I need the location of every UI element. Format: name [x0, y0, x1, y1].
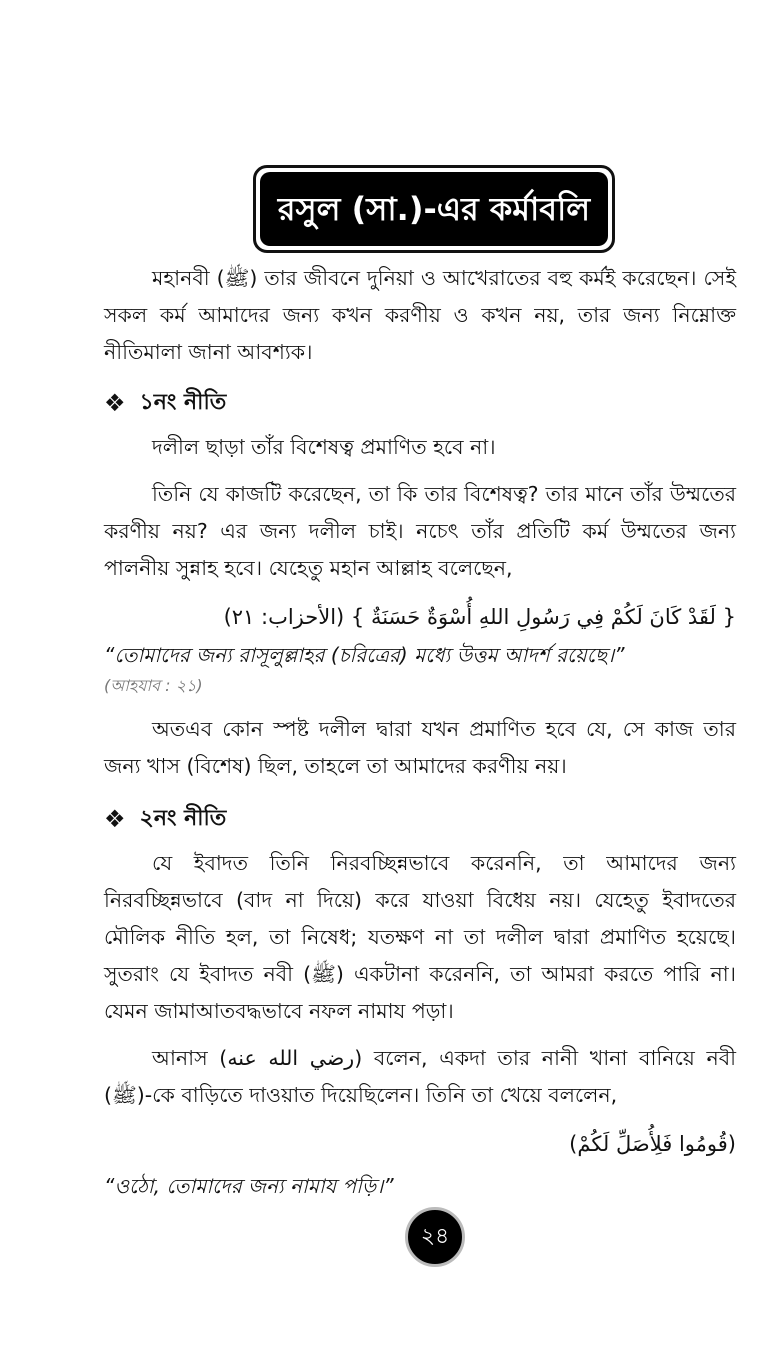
section2-paragraph-2: আনাস (رضي الله عنه) বলেন, একদা তার নানী খানা বানিয়ে নবী (ﷺ)-কে বাড়িতে দাওয়াত দিয়েছিলেন। তিনি তা খেয়ে বললেন, — [104, 1046, 736, 1107]
verse-translation-1: “তোমাদের জন্য রাসূলুল্লাহর (চরিত্রের) মধ্যে উত্তম আদর্শ রয়েছে।” — [104, 643, 625, 667]
arabic-verse-1: { لَقَدْ كَانَ لَكُمْ فِي رَسُولِ اللهِ أُسْوَةٌ حَسَنَةٌ } (الأحزاب: ٢١) — [223, 605, 736, 629]
section-heading-1 — [104, 385, 736, 421]
section-heading-1-label: ১নং নীতি — [139, 389, 227, 415]
section1-paragraph-1: দলীল ছাড়া তাঁর বিশেষত্ব প্রমাণিত হবে না। — [152, 435, 496, 459]
diamond-bullet-icon: ❖ — [104, 805, 126, 833]
section2-paragraph-1: যে ইবাদত তিনি নিরবচ্ছিন্নভাবে করেননি, তা আমাদের জন্য নিরবচ্ছিন্নভাবে (বাদ না দিয়ে) করে যাওয়া বিধেয় নয়। যেহেতু ইবাদতের মৌলিক নীতি হল, তা নিষেধ; যতক্ষণ না তা দলীল দ্বারা প্রমাণিত হয়েছে। সুতরাং যে ইবাদত নবী (ﷺ) একটানা করেননি, তা আমরা করতে পারি না। যেমন জামাআতবদ্ধভাবে নফল নামায পড়া। — [104, 851, 736, 1023]
page-number-badge: ২৪ — [405, 1207, 465, 1267]
section1-paragraph-3: অতএব কোন স্পষ্ট দলীল দ্বারা যখন প্রমাণিত হবে যে, সে কাজ তার জন্য খাস (বিশেষ) ছিল, তাহলে তা আমাদের করণীয় নয়। — [104, 717, 736, 778]
verse-reference-1: (আহযাব : ২১) — [104, 676, 203, 695]
chapter-title-frame — [253, 165, 615, 253]
page-content — [104, 260, 736, 1204]
chapter-title: রসুল (সা.)-এর কর্মাবলি — [260, 172, 608, 246]
section1-paragraph-2: তিনি যে কাজটি করেছেন, তা কি তার বিশেষত্ব? তার মানে তাঁর উম্মতের করণীয় নয়? এর জন্য দলীল চাই। নচেৎ তাঁর প্রতিটি কর্ম উম্মতের জন্য পালনীয় সুন্নাহ হবে। যেহেতু মহান আল্লাহ বলেছেন, — [104, 482, 736, 580]
hadith-translation: “ওঠো, তোমাদের জন্য নামায পড়ি।” — [104, 1174, 394, 1198]
intro-paragraph: মহানবী (ﷺ) তার জীবনে দুনিয়া ও আখেরাতের বহু কর্মই করেছেন। সেই সকল কর্ম আমাদের জন্য কখন করণীয় ও কখন নয়, তার জন্য নিম্নোক্ত নীতিমালা জানা আবশ্যক। — [104, 266, 737, 364]
diamond-bullet-icon: ❖ — [104, 389, 126, 417]
arabic-hadith-text: (قُومُوا فَلِأُصَلِّ لَكُمْ) — [569, 1132, 736, 1156]
section-heading-2-label: ২নং নীতি — [139, 805, 227, 831]
section-heading-2 — [104, 801, 736, 837]
